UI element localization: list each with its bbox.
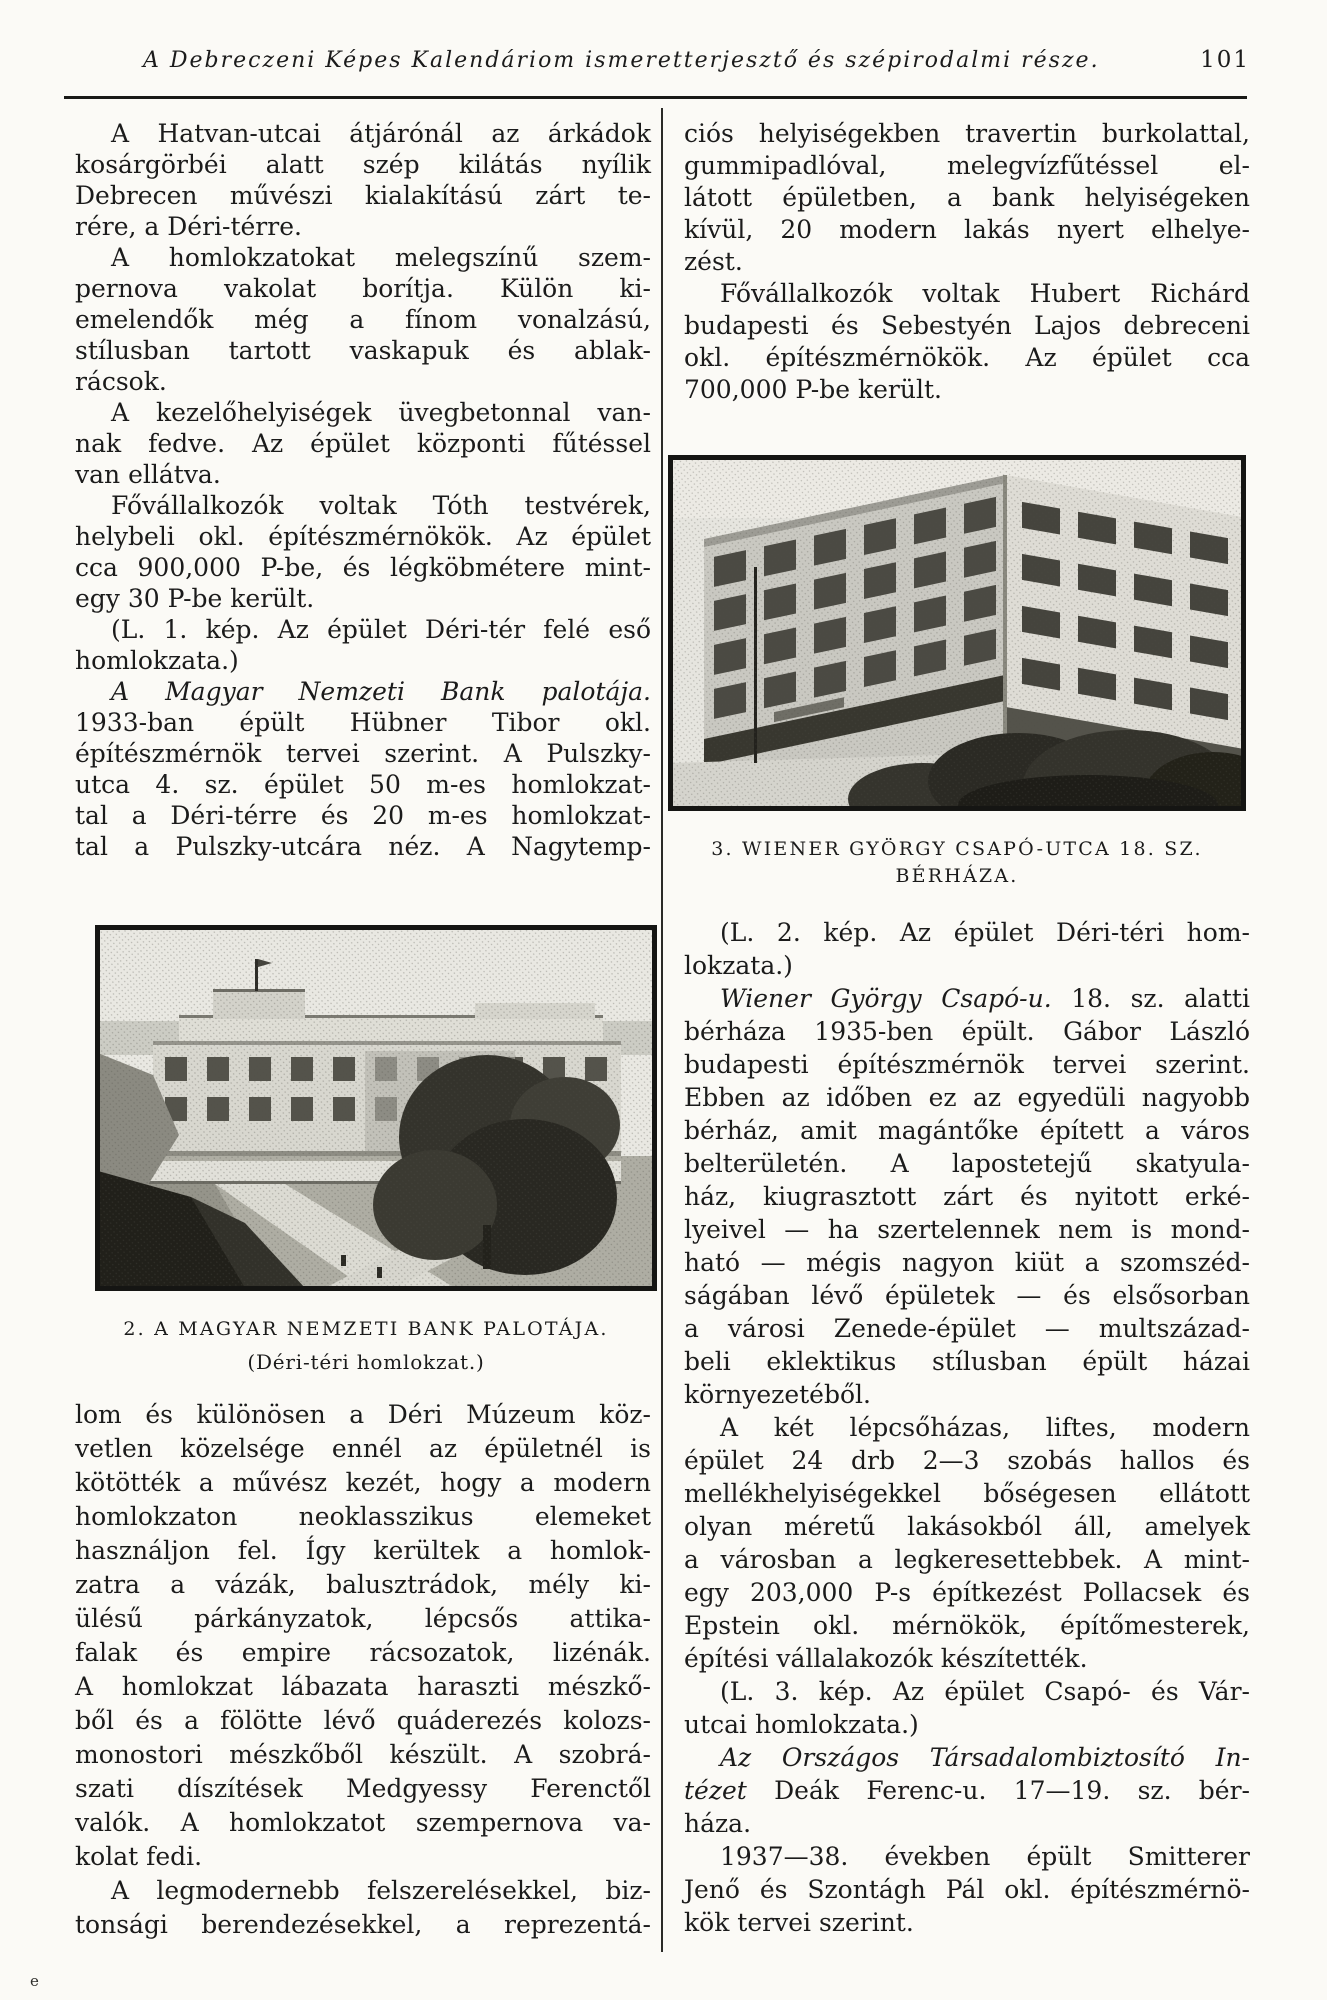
wiener-apartment-photo (668, 455, 1246, 811)
text-line: utcai homlokzata.) (684, 1710, 919, 1739)
text-line: pernova vakolat borítja. Külön ki- (75, 274, 651, 303)
text-line: A két lépcsőházas, liftes, modern (720, 1413, 1250, 1442)
text-line: A homlokzat lábazata haraszti mészkő- (75, 1672, 651, 1701)
text-line: tonsági berendezésekkel, a reprezentá- (75, 1910, 651, 1939)
text-line: Epstein okl. mérnökök, építőmesterek, (684, 1611, 1250, 1640)
text-line: lyeivel — ha szertelennek nem is mond- (684, 1215, 1250, 1244)
caption-subtext: (Déri-téri homlokzat.) (247, 1350, 485, 1374)
text-line: Fővállalkozók voltak Tóth testvérek, (111, 491, 651, 520)
text-line: a városi Zenede-épület — multszázad- (684, 1314, 1250, 1343)
scan-artifact: e (30, 1972, 39, 1990)
text-line: budapesti építészmérnök tervei szerint. (684, 1050, 1250, 1079)
text-line: tal a Pulszky-utcára néz. A Nagytemp- (75, 832, 651, 861)
text-line: környezetéből. (684, 1380, 871, 1409)
caption-text: 2. A MAGYAR NEMZETI BANK PALOTÁJA. (123, 1318, 609, 1340)
paragraph (684, 1741, 1250, 1840)
text-line: A homlokzatokat melegszínű szem- (111, 243, 651, 272)
text-line: (L. 2. kép. Az épület Déri-téri hom- (720, 918, 1250, 947)
running-header-title: A Debreczeni Képes Kalendáriom ismeretterjesztő és szépirodalmi része. (143, 48, 1100, 73)
text-line: épület 24 drb 2—3 szobás hallos és (684, 1446, 1250, 1475)
text-line: van ellátva. (75, 460, 221, 489)
text-line: valók. A homlokzatot szempernova va- (75, 1808, 651, 1837)
text-line: cca 900,000 P-be, és légköbmétere mint- (75, 553, 651, 582)
text-line: nak fedve. Az épület központi fűtéssel (75, 429, 651, 458)
paragraph (75, 1874, 651, 1942)
text-line: A Magyar Nemzeti Bank palotája. (111, 677, 651, 706)
paragraph (75, 614, 651, 676)
text-line: lokzata.) (684, 951, 793, 980)
wiener-photo-caption (668, 836, 1246, 890)
text-line: ből és a fölötte lévő quáderezés kolozs- (75, 1706, 651, 1735)
paragraph (75, 118, 651, 242)
text-line: A Hatvan-utcai átjárónál az árkádok (111, 119, 651, 148)
text-line: Wiener György Csapó-u. 18. sz. alatti (720, 984, 1250, 1013)
text-line: rácsok. (75, 367, 167, 396)
halftone-building-illustration (668, 455, 1246, 811)
paragraph (75, 676, 651, 862)
paragraph (684, 1411, 1250, 1675)
text-line: monostori mészkőből készült. A szobrá- (75, 1740, 651, 1769)
halftone-square-illustration (95, 925, 657, 1291)
text-line: szati díszítések Medgyessy Ferenctől (75, 1774, 651, 1803)
paragraph (75, 490, 651, 614)
text-line: látott épületben, a bank helyiségeken (684, 183, 1250, 212)
text-line: emelendők még a fínom vonalzású, (75, 305, 651, 334)
text-line: falak és empire rácsozatok, lizénák. (75, 1638, 651, 1667)
text-line: kötötték a művész kezét, hogy a modern (75, 1468, 651, 1497)
text-line: belterületén. A lapostetejű skatyula- (684, 1149, 1250, 1178)
text-line: beli eklektikus stílusban épült házai (684, 1347, 1250, 1376)
text-line: budapesti és Sebestyén Lajos debreceni (684, 311, 1250, 340)
text-line: háza. (684, 1809, 752, 1838)
text-line: 1937—38. években épült Smitterer (720, 1842, 1250, 1871)
text-line: kök tervei szerint. (684, 1908, 914, 1937)
text-line: olyan méretű lakásokból áll, amelyek (684, 1512, 1250, 1541)
paragraph (75, 242, 651, 397)
text-line: egy 30 P-be került. (75, 584, 315, 613)
header-rule (64, 96, 1247, 99)
text-line: gummipadlóval, melegvízfűtéssel el- (684, 151, 1250, 180)
text-line: ház, kiugrasztott zárt és nyitott erké- (684, 1182, 1250, 1211)
text-line: mellékhelyiségekkel bőségesen ellátott (684, 1479, 1250, 1508)
paragraph (75, 397, 651, 490)
text-line: vetlen közelsége ennél az épületnél is (75, 1434, 651, 1463)
paragraph (684, 982, 1250, 1411)
text-line: 700,000 P-be került. (684, 375, 942, 404)
text-line: a városban a legkeresettebbek. A mint- (684, 1545, 1250, 1574)
text-line: használjon fel. Így kerültek a homlok- (75, 1536, 651, 1565)
paragraph (684, 916, 1250, 982)
page-number: 101 (1200, 47, 1250, 73)
text-line: A kezelőhelyiségek üvegbetonnal van- (111, 398, 651, 427)
text-line: ságában lévő épületek — és elsősorban (684, 1281, 1250, 1310)
left-column-upper-text (75, 118, 651, 862)
text-line: (L. 3. kép. Az épület Csapó- és Vár- (720, 1677, 1250, 1706)
text-line: bérház, amit magántőke épített a város (684, 1116, 1250, 1145)
text-line: építési vállalakozók készítették. (684, 1644, 1088, 1673)
right-column-lower-text (684, 916, 1250, 1939)
left-column-lower-text (75, 1398, 651, 1942)
text-line: bérháza 1935-ben épült. Gábor László (684, 1017, 1250, 1046)
caption-text: BÉRHÁZA. (895, 865, 1019, 887)
text-line: rére, a Déri-térre. (75, 212, 302, 241)
text-line: Fővállalkozók voltak Hubert Richárd (720, 279, 1250, 308)
text-line: 1933-ban épült Hübner Tibor okl. (75, 708, 651, 737)
text-line: Debrecen művészi kialakítású zárt te- (75, 181, 651, 210)
text-line: helybeli okl. építészmérnökök. Az épület (75, 522, 651, 551)
paragraph (684, 1675, 1250, 1741)
text-line: ható — mégis nagyon kiüt a szomszéd- (684, 1248, 1250, 1277)
text-line: stílusban tartott vaskapuk és ablak- (75, 336, 651, 365)
text-line: (L. 1. kép. Az épület Déri-tér felé eső (111, 615, 651, 644)
paragraph (684, 1840, 1250, 1939)
column-divider (661, 108, 663, 1952)
text-line: zést. (684, 247, 743, 276)
text-line: kosárgörbéi alatt szép kilátás nyílik (75, 150, 651, 179)
text-line: homlokzata.) (75, 646, 239, 675)
text-line: építészmérnök tervei szerint. A Pulszky- (75, 739, 651, 768)
paragraph (75, 1398, 651, 1874)
text-line: Az Országos Társadalombiztosító In- (720, 1743, 1250, 1772)
text-line: A legmodernebb felszerelésekkel, biz- (111, 1876, 651, 1905)
text-line: kolat fedi. (75, 1842, 203, 1871)
text-line: ciós helyiségekben travertin burkolattal, (684, 119, 1250, 148)
text-line: Ebben az időben ez az egyedüli nagyobb (684, 1083, 1250, 1112)
caption-text: 3. WIENER GYÖRGY CSAPÓ-UTCA 18. SZ. (711, 838, 1203, 860)
text-line: Jenő és Szontágh Pál okl. építészmérnö- (684, 1875, 1250, 1904)
text-line: tal a Déri-térre és 20 m-es homlokzat- (75, 801, 651, 830)
text-line: zatra a vázák, balusztrádok, mély ki- (75, 1570, 651, 1599)
text-line: utca 4. sz. épület 50 m-es homlokzat- (75, 770, 651, 799)
paragraph (684, 278, 1250, 406)
right-column-upper-text (684, 118, 1250, 406)
text-line: kívül, 20 modern lakás nyert elhelye- (684, 215, 1250, 244)
text-line: tézet Deák Ferenc-u. 17—19. sz. bér- (684, 1776, 1250, 1805)
text-line: homlokzaton neoklasszikus elemeket (75, 1502, 651, 1531)
text-line: egy 203,000 P-s építkezést Pollacsek és (684, 1578, 1250, 1607)
text-line: okl. építészmérnökök. Az épület cca (684, 343, 1250, 372)
text-line: lom és különösen a Déri Múzeum köz- (75, 1400, 651, 1429)
bank-palace-photo (95, 925, 657, 1291)
bank-photo-caption (75, 1316, 657, 1377)
text-line: ülésű párkányzatok, lépcsős attika- (75, 1604, 651, 1633)
paragraph (684, 118, 1250, 278)
